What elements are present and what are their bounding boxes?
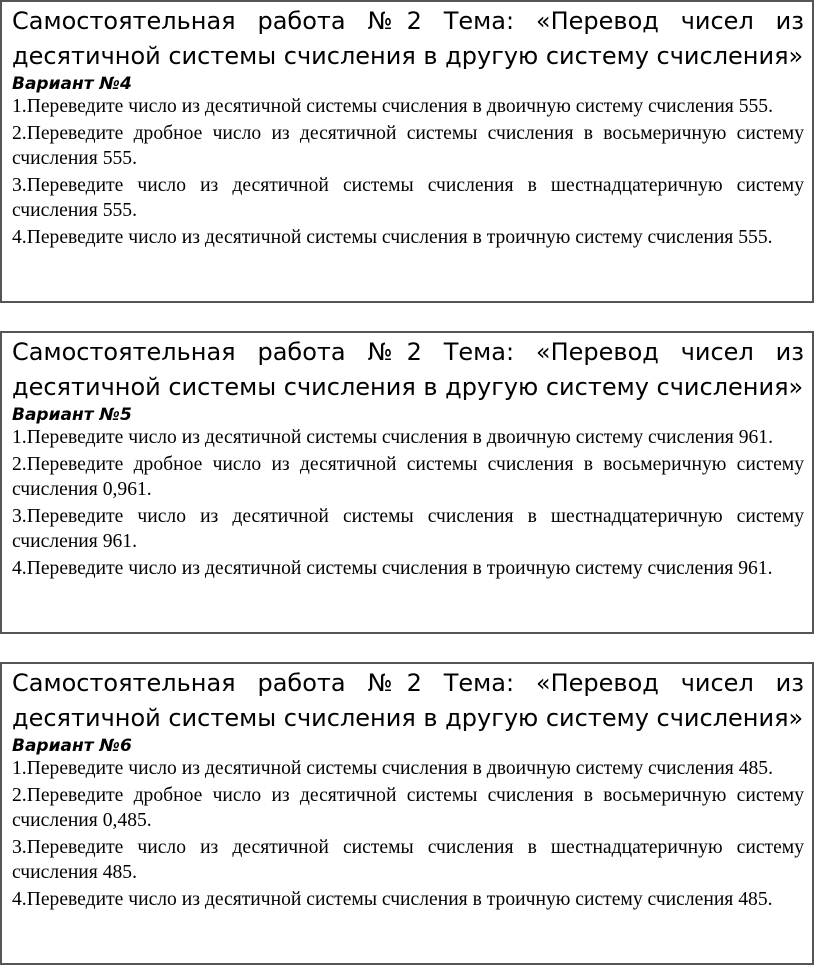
variant-label: Вариант №4 [12,74,132,94]
task-1: 1.Переведите число из десятичной системы счисления в двоичную систему счисления 961. [12,427,773,448]
worksheet-title: Самостоятельная работа №2 Тема: «Перевод чисел из десятичной системы счисления в другую систему счисления» [12,7,804,70]
worksheet-title: Самостоятельная работа №2 Тема: «Перевод чисел из десятичной системы счисления в другую систему счисления» [12,669,804,732]
task-2: 2.Переведите дробное число из десятичной системы счисления в восьмеричную систему счисления 0,485. [12,785,804,831]
task-2: 2.Переведите дробное число из десятичной системы счисления в восьмеричную систему счисления 0,961. [12,454,804,500]
worksheet-card-variant-5 [0,331,814,634]
task-2: 2.Переведите дробное число из десятичной системы счисления в восьмеричную систему счисления 555. [12,123,804,169]
variant-label: Вариант №5 [12,405,132,425]
worksheet-title: Самостоятельная работа №2 Тема: «Перевод чисел из десятичной системы счисления в другую систему счисления» [12,338,804,401]
task-4: 4.Переведите число из десятичной системы счисления в троичную систему счисления 961. [12,558,773,579]
worksheet-card-variant-6 [0,662,814,965]
variant-label: Вариант №6 [12,736,132,756]
task-1: 1.Переведите число из десятичной системы счисления в двоичную систему счисления 485. [12,758,773,779]
task-1: 1.Переведите число из десятичной системы счисления в двоичную систему счисления 555. [12,96,773,117]
task-4: 4.Переведите число из десятичной системы счисления в троичную систему счисления 485. [12,889,773,910]
task-3: 3.Переведите число из десятичной системы счисления в шестнадцатеричную систему счисления 961. [12,506,804,552]
task-3: 3.Переведите число из десятичной системы счисления в шестнадцатеричную систему счисления 555. [12,175,804,221]
task-3: 3.Переведите число из десятичной системы счисления в шестнадцатеричную систему счисления 485. [12,837,804,883]
worksheet-card-variant-4 [0,0,814,303]
task-4: 4.Переведите число из десятичной системы счисления в троичную систему счисления 555. [12,227,773,248]
